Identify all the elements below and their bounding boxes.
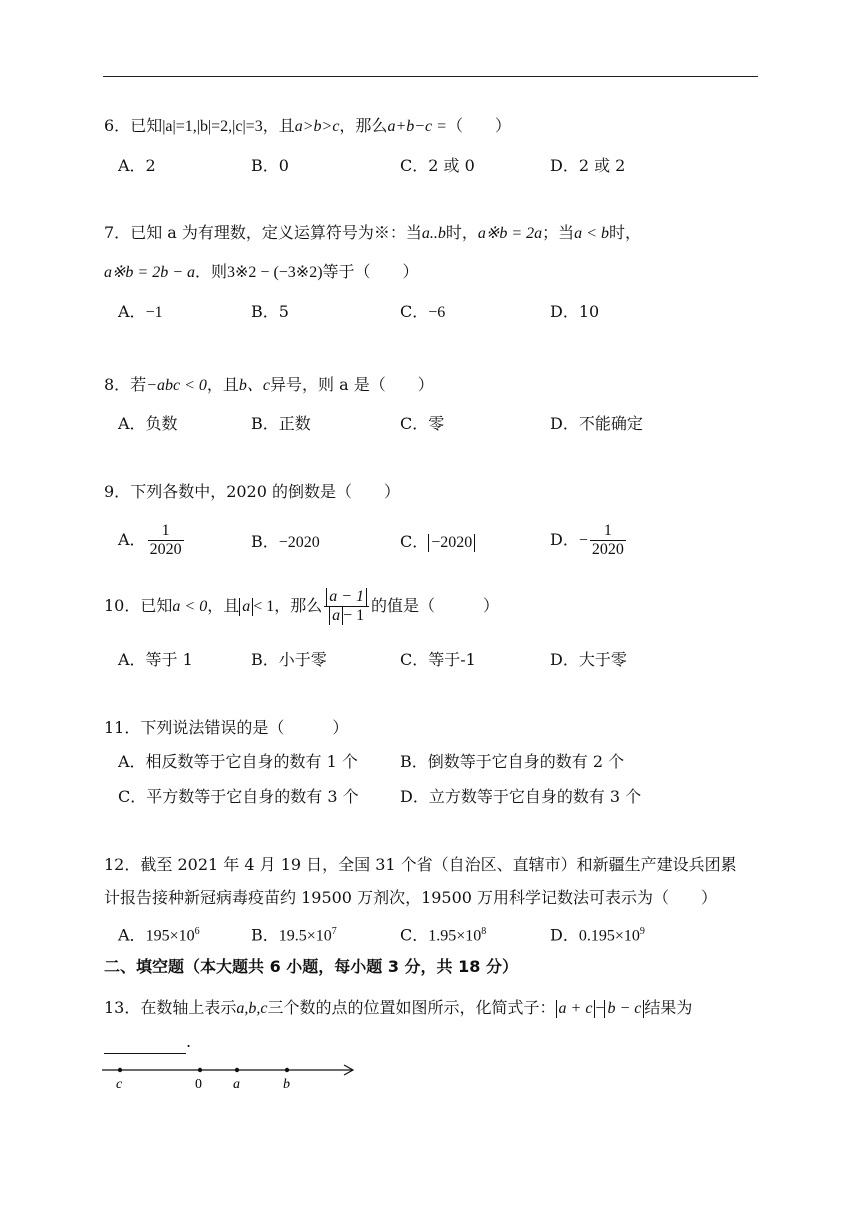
- q10-option-b: B．小于零: [251, 650, 327, 669]
- q10-option-d: D．大于零: [550, 650, 627, 669]
- question-7-line2: a※b = 2b − a．则3※2 − (−3※2)等于（ ）: [104, 262, 419, 281]
- label-a: a: [233, 1077, 240, 1092]
- header-rule: [103, 76, 758, 77]
- point-zero: [198, 1068, 202, 1072]
- q8-option-b: B．正数: [251, 414, 311, 433]
- q10-option-c: C．等于-1: [400, 650, 476, 669]
- question-7-line1: 7．已知 a 为有理数，定义运算符号为※：当a..b时，a※b = 2a；当a < b时，: [104, 223, 641, 242]
- q9-option-d: D．− $\frac{1}{2020}$: [550, 522, 624, 558]
- q12-option-c: C．$1.95\times 10^8$: [400, 925, 487, 945]
- q7-option-c: C．−6: [400, 302, 446, 321]
- question-12-line1: 12．截至 2021 年 4 月 19 日，全国 31 个省（自治区、直辖市）和新疆生产建设兵团累: [104, 855, 737, 874]
- question-11-stem: 11．下列说法错误的是（ ）: [104, 718, 349, 737]
- q6-option-c: C．2 或 0: [400, 156, 475, 175]
- q10-option-a: A．等于 1: [118, 650, 193, 669]
- q9-option-b: B．−2020: [251, 532, 320, 551]
- q6-option-b: B．0: [251, 156, 289, 175]
- q6-option-a: A．2: [118, 156, 156, 175]
- q8-option-a: A．负数: [118, 414, 178, 433]
- answer-blank-line: .: [104, 1030, 191, 1054]
- question-6-stem: 6．已知|a|=1,|b|=2,|c|=3，且a>b>c，那么a+b−c =（ ）: [104, 116, 511, 135]
- q7-option-b: B．5: [251, 302, 289, 321]
- number-line-figure: [100, 1058, 360, 1092]
- q8-option-d: D．不能确定: [550, 414, 643, 433]
- question-10-stem: 10．已知a < 0，且 a < 1，那么 $\frac{a - 1}{a - 1}$ 的值是（ ）: [104, 588, 500, 624]
- q7-option-d: D．10: [550, 302, 600, 321]
- q11-option-c: C．平方数等于它自身的数有 3 个: [118, 787, 359, 806]
- q9-option-c: C． −2020: [400, 530, 475, 554]
- q11-option-d: D．立方数等于它自身的数有 3 个: [400, 787, 642, 806]
- q11-option-a: A．相反数等于它自身的数有 1 个: [118, 752, 358, 771]
- question-9-stem: 9．下列各数中，2020 的倒数是（ ）: [104, 482, 400, 501]
- answer-blank[interactable]: [104, 1039, 186, 1054]
- label-b: b: [283, 1077, 290, 1092]
- question-12-line2: 计报告接种新冠病毒疫苗约 19500 万剂次，19500 万用科学记数法可表示为（ ）: [104, 888, 718, 907]
- section-title: 二、填空题（本大题共 6 小题，每小题 3 分，共 18 分）: [104, 957, 518, 976]
- fraction: $\frac{a - 1}{a - 1}$: [324, 588, 369, 625]
- q11-option-b: B．倒数等于它自身的数有 2 个: [400, 752, 625, 771]
- q7-option-a: A．−1: [118, 302, 163, 321]
- question-13-stem: 13．在数轴上表示a,b,c三个数的点的位置如图所示，化简式子： a + c − b − c 结果为: [104, 998, 693, 1017]
- label-c: c: [116, 1077, 123, 1092]
- q8-option-c: C．零: [400, 414, 445, 433]
- q9-option-a: A． $\frac{1}{2020}$: [118, 522, 182, 558]
- fraction: $\frac{1}{2020}$: [591, 522, 624, 558]
- label-zero: 0: [195, 1077, 202, 1092]
- question-8-stem: 8．若−abc < 0，且b、c异号，则 a 是（ ）: [104, 375, 434, 394]
- q6-option-d: D．2 或 2: [550, 156, 626, 175]
- point-a: [235, 1068, 239, 1072]
- q12-option-b: B．$19.5\times 10^7$: [251, 925, 337, 945]
- fraction: $\frac{1}{2020}$: [149, 522, 182, 558]
- point-c: [118, 1068, 122, 1072]
- q12-option-a: A．$195\times 10^6$: [118, 925, 200, 945]
- point-b: [285, 1068, 289, 1072]
- q12-option-d: D．$0.195\times 10^9$: [550, 925, 645, 945]
